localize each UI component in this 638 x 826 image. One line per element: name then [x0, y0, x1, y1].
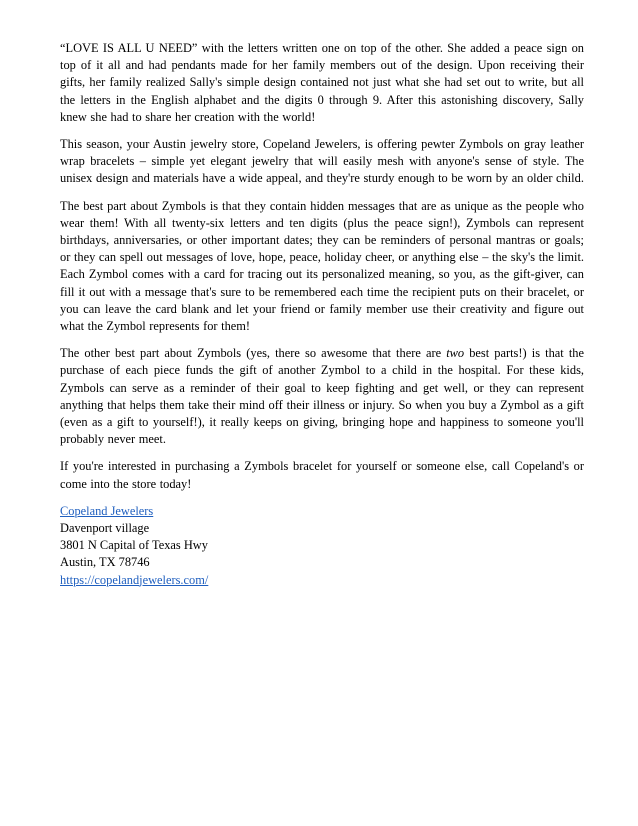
store-location: Davenport village	[60, 521, 150, 536]
store-city-state-zip: Austin, TX 78746	[60, 555, 150, 570]
paragraph-story: “LOVE IS ALL U NEED” with the letters written one on top of the other. She added a peace sign on top of it all and had pendants made for her family members out of the design. Upon receiving their gifts, her family realized Sally's simple design contained not just what she had set out to write, but all the letters in the English alphabet and the digits 0 through 9. After this astonishing discovery, Sally knew she had to share her creation with the world!	[60, 41, 584, 124]
store-name-link[interactable]: Copeland Jewelers	[60, 503, 154, 518]
document-page	[60, 40, 584, 589]
charity-text-start: The other best part about Zymbols (yes, there so awesome that there are	[60, 346, 447, 361]
store-website-link[interactable]: https://copelandjewelers.com/	[60, 572, 209, 587]
paragraph-charity	[60, 345, 584, 448]
paragraph-hidden-messages: The best part about Zymbols is that they contain hidden messages that are as unique as the people who wear them! With all twenty-six letters and ten digits (plus the peace sign!), Zymbols can represent birthdays, anniversaries, or other important dates; they can be reminders of personal mantras or goals; or they can spell out messages of love, hope, peace, holiday cheer, or anything else – the sky's the limit. Each Zymbol comes with a card for tracing out its personalized meaning, so you, as the gift-giver, can fill it out with a message that's sure to be remembered each time the recipient puts on their bracelet, or you can leave the card blank and let your friend or family member use their creativity and figure out what the Zymbol represents for them!	[60, 198, 584, 334]
charity-text-end: best parts!) is that the purchase of each piece funds the gift of another Zymbol to a child in the hospital. For these kids, Zymbols can serve as a reminder of their goal to keep fighting and get well, or they can represent anything that helps them take their mind off their illness or injury. So when you buy a Zymbol as a gift (even as a gift to yourself!), it really keeps on giving, bringing hope and happiness to someone you'll probably never meet.	[60, 346, 584, 447]
charity-emphasis: two	[446, 346, 465, 361]
store-street: 3801 N Capital of Texas Hwy	[60, 538, 208, 553]
paragraph-season-offer: This season, your Austin jewelry store, Copeland Jewelers, is offering pewter Zymbols on gray leather wrap bracelets – simple yet elegant jewelry that will easily mesh with anyone's sense of style. The unisex design and materials have a wide appeal, and they're sturdy enough to be worn by an older child.	[60, 137, 584, 186]
paragraph-call-to-action: If you're interested in purchasing a Zymbols bracelet for yourself or someone else, call Copeland's or come into the store today!	[60, 459, 584, 491]
store-address-block	[60, 503, 584, 589]
